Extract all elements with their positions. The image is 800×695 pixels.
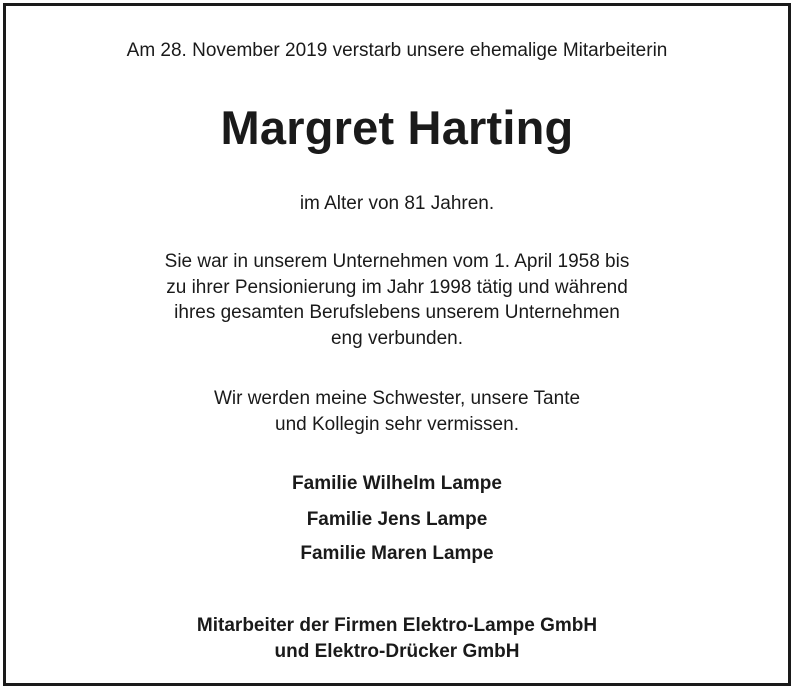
farewell-line: und Kollegin sehr vermissen. [275, 413, 519, 435]
family-name: Familie Jens Lampe [306, 509, 488, 530]
career-paragraph [6, 249, 788, 351]
career-line: eng verbunden. [330, 327, 464, 349]
staff-line: Mitarbeiter der Firmen Elektro-Lampe GmbH [196, 615, 598, 636]
obituary-notice [3, 3, 791, 686]
age-text: im Alter von 81 Jahren. [299, 193, 495, 214]
intro-text: Am 28. November 2019 verstarb unsere ehemalige Mitarbeiterin [126, 40, 668, 61]
career-line: zu ihrer Pensionierung im Jahr 1998 tätig und während [166, 276, 628, 298]
family-name: Familie Wilhelm Lampe [292, 473, 502, 494]
deceased-name: Margret Harting [220, 101, 574, 154]
farewell-paragraph [6, 386, 788, 437]
farewell-line: Wir werden meine Schwester, unsere Tante [213, 388, 581, 409]
career-line: ihres gesamten Berufslebens unserem Unternehmen [174, 302, 620, 323]
family-name: Familie Maren Lampe [300, 543, 494, 564]
staff-line: und Elektro-Drücker GmbH [274, 641, 520, 662]
staff-signature [6, 613, 788, 665]
career-line: Sie war in unserem Unternehmen vom 1. April 1958 bis [164, 251, 630, 272]
